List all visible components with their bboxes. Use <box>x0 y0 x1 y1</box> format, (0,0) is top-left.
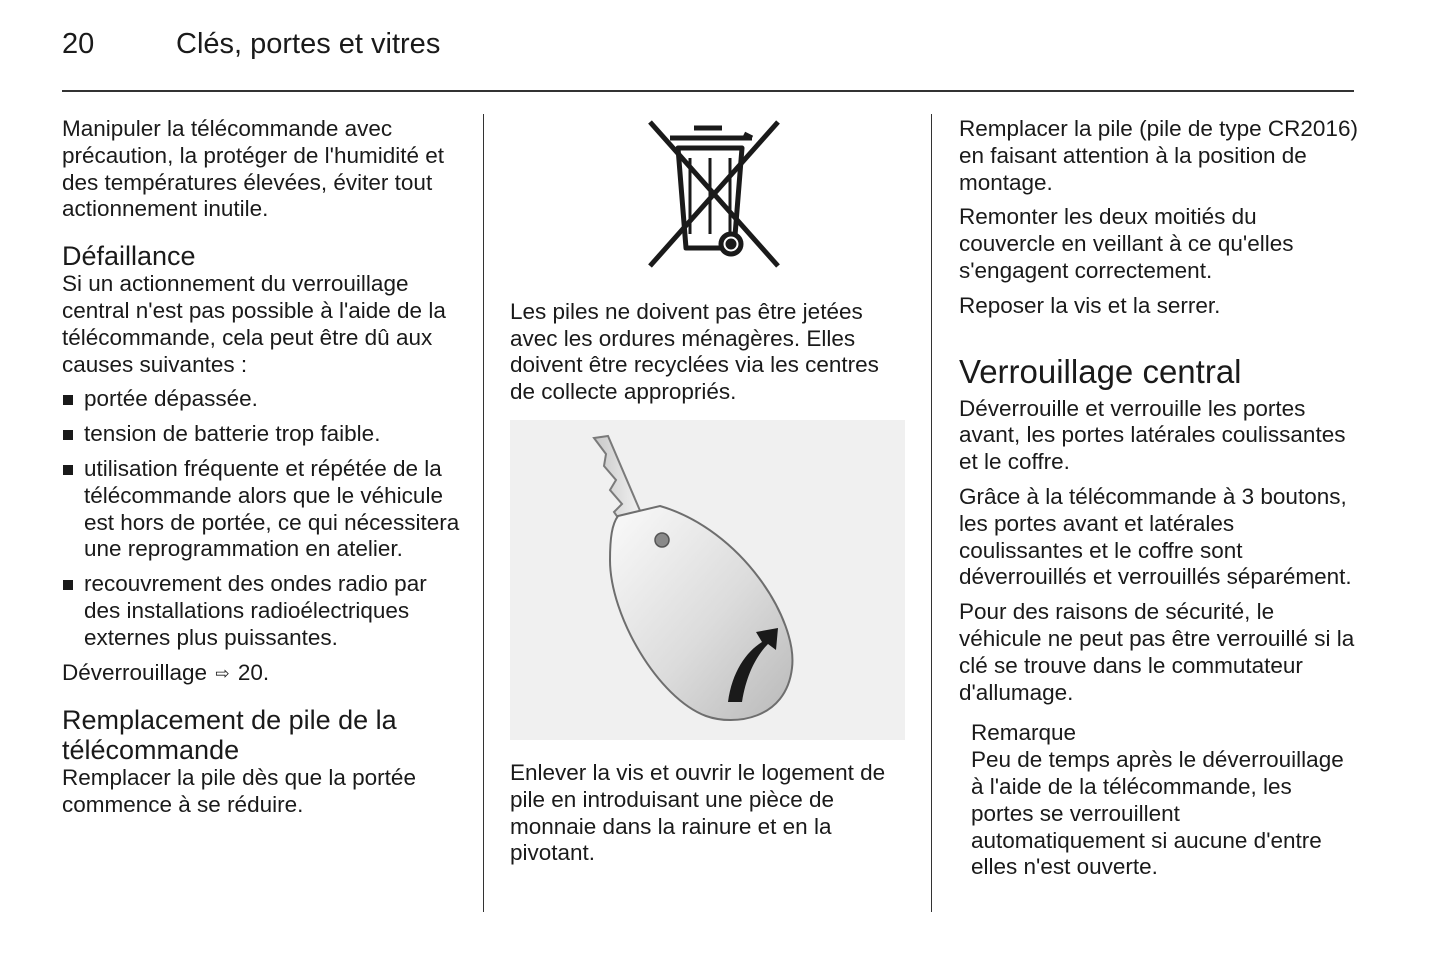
failure-intro: Si un actionnement du verrouillage central n'est pas possible à l'aide de la télécommande, cela peut être dû aux causes suivantes : <box>62 271 446 377</box>
list-item: recouvrement des ondes radio par des installations radioélectriques externes plus puissantes. <box>62 571 462 651</box>
list-item: tension de batterie trop faible. <box>62 421 462 448</box>
cross-reference[interactable] <box>62 660 462 688</box>
section-heading-failure: Défaillance <box>62 241 196 272</box>
page-header <box>62 28 1354 68</box>
column-right <box>959 116 1359 889</box>
list-item: portée dépassée. <box>62 386 462 413</box>
step-paragraph: Remplacer la pile (pile de type CR2016) en faisant attention à la position de montage. <box>959 116 1358 195</box>
battery-replacement-text: Remplacer la pile dès que la portée commence à se réduire. <box>62 765 416 818</box>
section-heading-battery-replacement: Remplacement de pile de la télécommande <box>62 705 397 766</box>
page-number: 20 <box>62 28 95 60</box>
note-box <box>971 720 1359 881</box>
step-paragraph: Reposer la vis et la serrer. <box>959 292 1221 318</box>
list-item: utilisation fréquente et répétée de la télécommande alors que le véhicule est hors de portée, ce qui nécessitera une reprogrammation en atelier. <box>62 456 462 563</box>
step-paragraph: Remonter les deux moitiés du couvercle en veillant à ce qu'elles s'engagent correctement. <box>959 204 1294 283</box>
battery-opening-paragraph: Enlever la vis et ouvrir le logement de pile en introduisant une pièce de monnaie dans la rainure et en la pivotant. <box>510 759 886 866</box>
reference-arrow-icon: ⇨ <box>215 663 230 683</box>
disposal-paragraph: Les piles ne doivent pas être jetées avec les ordures ménagères. Elles doivent être recyclées via les centres de collecte appropriés. <box>510 298 879 405</box>
central-locking-paragraph: Pour des raisons de sécurité, le véhicule ne peut pas être verrouillé si la clé se trouve dans le commutateur d'allumage. <box>959 599 1355 705</box>
failure-cause-list <box>62 386 462 651</box>
note-text: Peu de temps après le déverrouillage à l'aide de la télécommande, les portes se verrouillent automatiquement si aucune d'entre elles n'est ouverte. <box>971 747 1344 880</box>
central-locking-paragraph: Déverrouille et verrouille les portes avant, les portes latérales coulissantes et le coffre. <box>959 395 1346 475</box>
intro-paragraph: Manipuler la télécommande avec précaution, la protéger de l'humidité et des températures élevées, éviter tout actionnement inutile. <box>62 116 445 222</box>
crossed-out-bin-icon <box>628 116 788 276</box>
chapter-title: Clés, portes et vitres <box>176 28 441 60</box>
cross-reference-text: Déverrouillage <box>62 659 208 685</box>
header-rule <box>62 90 1354 92</box>
note-title: Remarque <box>971 720 1077 746</box>
section-heading-central-locking: Verrouillage central <box>959 352 1242 390</box>
central-locking-paragraph: Grâce à la télécommande à 3 boutons, les portes avant et latérales coulissantes et le coffre sont déverrouillés et verrouillés séparément. <box>959 483 1352 590</box>
column-middle <box>510 116 910 875</box>
remote-key-illustration <box>510 420 905 740</box>
column-divider <box>931 114 932 912</box>
cross-reference-page: 20. <box>237 659 270 685</box>
column-left <box>62 116 462 827</box>
column-divider <box>483 114 484 912</box>
